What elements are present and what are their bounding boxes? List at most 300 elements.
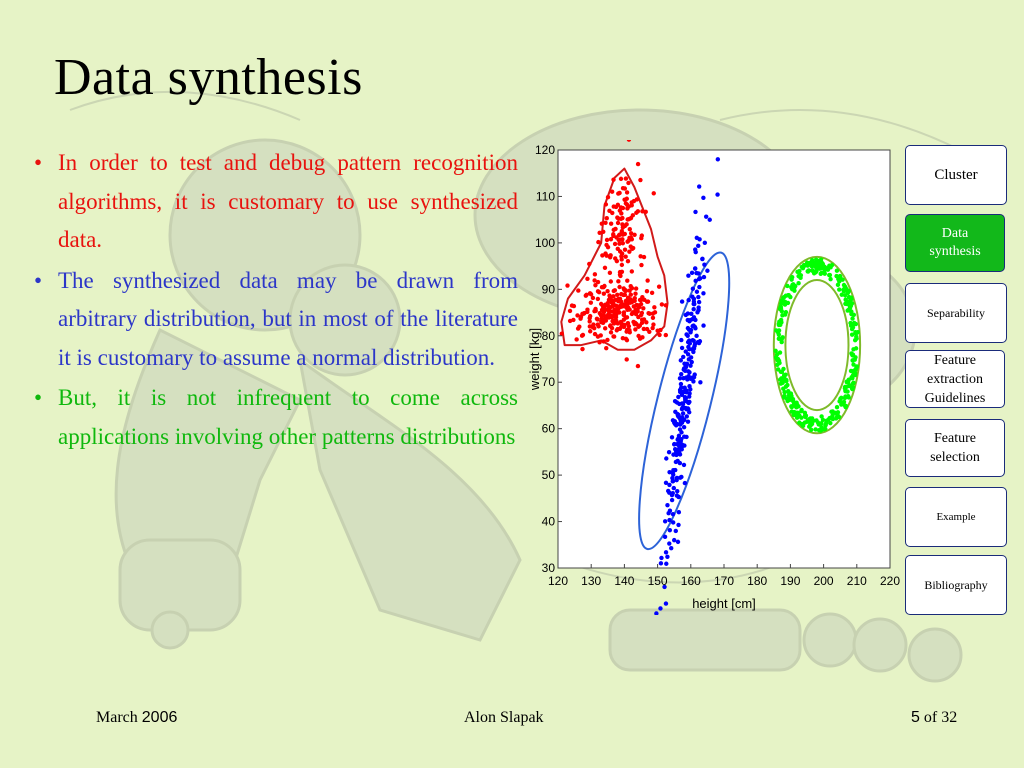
- red-point: [607, 209, 611, 213]
- blue-point: [673, 399, 677, 403]
- blue-point: [675, 412, 679, 416]
- red-point: [644, 210, 648, 214]
- blue-point: [692, 344, 696, 348]
- red-point: [635, 307, 639, 311]
- blue-point: [681, 411, 685, 415]
- red-point: [657, 284, 661, 288]
- red-point: [615, 306, 619, 310]
- red-point: [616, 217, 620, 221]
- red-point: [609, 300, 613, 304]
- y-tick-label: 90: [541, 282, 555, 297]
- red-point: [622, 303, 626, 307]
- green-point: [838, 397, 842, 401]
- nav-button-data-synthesis[interactable]: Data synthesis: [905, 214, 1005, 272]
- blue-point: [681, 355, 685, 359]
- red-point: [626, 305, 630, 309]
- red-point: [636, 162, 640, 166]
- blue-point: [674, 529, 678, 533]
- red-point: [615, 293, 619, 297]
- blue-point: [686, 419, 690, 423]
- red-point: [587, 319, 591, 323]
- red-point: [596, 289, 600, 293]
- bullet-text: In order to test and debug pattern recognition algorithms, it is customary to use synthesized data.: [58, 150, 518, 252]
- red-point: [633, 292, 637, 296]
- nav-button-example[interactable]: Example: [905, 487, 1007, 547]
- red-point: [614, 235, 618, 239]
- blue-point: [665, 555, 669, 559]
- blue-point: [687, 394, 691, 398]
- red-point: [606, 195, 610, 199]
- blue-point: [694, 250, 698, 254]
- red-point: [638, 337, 642, 341]
- green-point: [823, 271, 827, 275]
- red-point: [606, 304, 610, 308]
- red-point: [638, 254, 642, 258]
- red-point: [613, 298, 617, 302]
- red-point: [602, 291, 606, 295]
- green-point: [785, 284, 789, 288]
- green-point: [850, 301, 854, 305]
- red-point: [574, 337, 578, 341]
- blue-point: [696, 295, 700, 299]
- red-point: [613, 242, 617, 246]
- red-point: [593, 272, 597, 276]
- red-point: [599, 319, 603, 323]
- blue-point: [678, 452, 682, 456]
- blue-point: [691, 302, 695, 306]
- nav-button-feature-extraction-guidelines[interactable]: Feature extraction Guidelines: [905, 350, 1005, 408]
- scatter-chart: [525, 140, 910, 615]
- red-point: [601, 339, 605, 343]
- green-point: [790, 409, 794, 413]
- red-point: [652, 305, 656, 309]
- green-point: [842, 283, 846, 287]
- green-point: [853, 368, 857, 372]
- red-point: [636, 209, 640, 213]
- green-point: [794, 400, 798, 404]
- red-point: [624, 288, 628, 292]
- red-point: [560, 331, 564, 335]
- red-point: [619, 205, 623, 209]
- green-point: [786, 293, 790, 297]
- y-tick-label: 110: [535, 189, 555, 204]
- blue-point: [664, 550, 668, 554]
- x-tick-label: 150: [647, 574, 668, 588]
- blue-point: [659, 556, 663, 560]
- blue-point: [694, 334, 698, 338]
- blue-point: [672, 486, 676, 490]
- y-tick-label: 30: [541, 561, 555, 575]
- red-point: [618, 270, 622, 274]
- red-point: [631, 320, 635, 324]
- red-point: [652, 191, 656, 195]
- blue-point: [686, 326, 690, 330]
- green-point: [785, 383, 789, 387]
- green-point: [778, 350, 782, 354]
- red-point: [627, 236, 631, 240]
- blue-point: [672, 538, 676, 542]
- footer-month: March: [96, 709, 138, 726]
- green-point: [819, 428, 823, 432]
- red-point: [627, 328, 631, 332]
- green-point: [845, 308, 849, 312]
- red-point: [612, 334, 616, 338]
- blue-point: [693, 325, 697, 329]
- red-point: [620, 237, 624, 241]
- green-point: [849, 375, 853, 379]
- green-point: [796, 281, 800, 285]
- red-point: [621, 241, 625, 245]
- green-point: [845, 379, 849, 383]
- green-point: [800, 265, 804, 269]
- red-point: [627, 324, 631, 328]
- blue-point: [668, 509, 672, 513]
- green-point: [795, 414, 799, 418]
- green-point: [819, 266, 823, 270]
- green-point: [790, 405, 794, 409]
- red-point: [609, 221, 613, 225]
- red-point: [626, 181, 630, 185]
- red-point: [593, 307, 597, 311]
- red-point: [568, 309, 572, 313]
- green-point: [800, 423, 804, 427]
- red-point: [603, 221, 607, 225]
- blue-point: [687, 410, 691, 414]
- red-point: [617, 285, 621, 289]
- red-point: [591, 296, 595, 300]
- red-point: [610, 190, 614, 194]
- red-point: [628, 227, 632, 231]
- blue-point: [704, 214, 708, 218]
- red-point: [634, 312, 638, 316]
- blue-point: [676, 436, 680, 440]
- red-point: [612, 228, 616, 232]
- footer-date: [96, 709, 177, 727]
- green-point: [850, 358, 854, 362]
- red-point: [615, 327, 619, 331]
- green-point: [777, 322, 781, 326]
- green-point: [821, 262, 825, 266]
- red-point: [584, 293, 588, 297]
- green-point: [835, 405, 839, 409]
- green-point: [837, 287, 841, 291]
- blue-point: [705, 269, 709, 273]
- blue-point: [684, 332, 688, 336]
- blue-point: [664, 562, 668, 566]
- red-point: [593, 332, 597, 336]
- bullet-text: But, it is not infrequent to come across applications involving other patterns distributions: [58, 385, 518, 449]
- blue-point: [698, 380, 702, 384]
- blue-point: [690, 271, 694, 275]
- blue-point: [669, 546, 673, 550]
- blue-point: [696, 308, 700, 312]
- red-point: [585, 277, 589, 281]
- blue-point: [696, 244, 700, 248]
- blue-point: [697, 300, 701, 304]
- blue-point: [686, 340, 690, 344]
- red-point: [627, 288, 631, 292]
- green-point: [833, 411, 837, 415]
- blue-point: [670, 476, 674, 480]
- red-point: [623, 224, 627, 228]
- red-point: [600, 221, 604, 225]
- green-point: [808, 261, 812, 265]
- red-point: [587, 262, 591, 266]
- blue-point: [692, 315, 696, 319]
- blue-point: [676, 540, 680, 544]
- green-point: [840, 400, 844, 404]
- red-point: [604, 346, 608, 350]
- blue-point: [697, 184, 701, 188]
- red-point: [622, 197, 626, 201]
- red-point: [639, 263, 643, 267]
- blue-point: [671, 452, 675, 456]
- footer-page-total: of 32: [923, 709, 958, 726]
- nav-button-feature-selection[interactable]: Feature selection: [905, 419, 1005, 477]
- red-point: [641, 306, 645, 310]
- red-point: [565, 283, 569, 287]
- green-point: [776, 367, 780, 371]
- blue-point: [698, 339, 702, 343]
- green-point: [828, 277, 832, 281]
- red-point: [622, 292, 626, 296]
- blue-point: [667, 518, 671, 522]
- red-point: [603, 251, 607, 255]
- blue-point: [663, 519, 667, 523]
- green-point: [797, 269, 801, 273]
- blue-point: [688, 318, 692, 322]
- blue-point: [700, 257, 704, 261]
- nav-button-separability[interactable]: Separability: [905, 283, 1007, 343]
- green-point: [810, 269, 814, 273]
- y-tick-label: 120: [534, 143, 555, 157]
- blue-point: [683, 399, 687, 403]
- red-point: [645, 278, 649, 282]
- red-point: [625, 279, 629, 283]
- bullet-text: The synthesized data may be drawn from arbitrary distribution, but in most of the literature it is customary to assume a normal distribution.: [58, 267, 518, 370]
- blue-point: [670, 435, 674, 439]
- red-point: [609, 279, 613, 283]
- red-point: [619, 211, 623, 215]
- red-point: [616, 279, 620, 283]
- red-point: [610, 326, 614, 330]
- red-point: [655, 329, 659, 333]
- red-point: [611, 177, 615, 181]
- slide-title: Data synthesis: [54, 49, 363, 106]
- red-point: [616, 221, 620, 225]
- green-point: [815, 263, 819, 267]
- green-point: [824, 418, 828, 422]
- red-point: [597, 340, 601, 344]
- red-point: [604, 243, 608, 247]
- red-point: [602, 310, 606, 314]
- blue-point: [693, 210, 697, 214]
- green-point: [850, 386, 854, 390]
- green-point: [854, 322, 858, 326]
- blue-point: [693, 266, 697, 270]
- y-tick-label: 60: [541, 421, 555, 436]
- red-point: [664, 303, 668, 307]
- red-point: [640, 295, 644, 299]
- red-point: [639, 302, 643, 306]
- red-point: [585, 307, 589, 311]
- green-point: [786, 390, 790, 394]
- red-point: [570, 303, 574, 307]
- nav-button-bibliography[interactable]: Bibliography: [905, 555, 1007, 615]
- green-point: [779, 299, 783, 303]
- green-point: [851, 347, 855, 351]
- green-point: [850, 316, 854, 320]
- blue-point: [670, 498, 674, 502]
- green-point: [835, 269, 839, 273]
- blue-point: [679, 430, 683, 434]
- red-point: [630, 247, 634, 251]
- plot-area: [558, 150, 890, 568]
- green-point: [819, 272, 823, 276]
- bullet-item: [34, 262, 518, 378]
- blue-point: [682, 425, 686, 429]
- green-point: [847, 295, 851, 299]
- red-point: [596, 324, 600, 328]
- blue-point: [685, 390, 689, 394]
- red-point: [611, 232, 615, 236]
- red-point: [595, 317, 599, 321]
- x-tick-label: 200: [813, 574, 834, 588]
- green-point: [809, 422, 813, 426]
- green-point: [804, 413, 808, 417]
- red-point: [580, 347, 584, 351]
- y-tick-label: 50: [541, 468, 555, 483]
- blue-point: [701, 196, 705, 200]
- blue-point: [665, 503, 669, 507]
- nav-button-cluster[interactable]: Cluster: [905, 145, 1007, 205]
- red-point: [636, 325, 640, 329]
- red-point: [614, 205, 618, 209]
- blue-point: [686, 273, 690, 277]
- blue-point: [680, 447, 684, 451]
- blue-point: [687, 370, 691, 374]
- red-point: [604, 202, 608, 206]
- green-point: [799, 416, 803, 420]
- y-tick-label: 80: [541, 328, 555, 343]
- red-point: [631, 213, 635, 217]
- green-point: [796, 274, 800, 278]
- red-point: [608, 271, 612, 275]
- red-point: [644, 320, 648, 324]
- blue-point: [679, 372, 683, 376]
- blue-point: [675, 489, 679, 493]
- red-point: [608, 255, 612, 259]
- blue-point: [667, 541, 671, 545]
- red-point: [632, 233, 636, 237]
- red-point: [610, 319, 614, 323]
- red-point: [619, 177, 623, 181]
- red-point: [602, 284, 606, 288]
- red-point: [607, 293, 611, 297]
- green-point: [834, 274, 838, 278]
- blue-point: [663, 535, 667, 539]
- bullet-marker: •: [34, 385, 43, 410]
- green-point: [847, 395, 851, 399]
- green-point: [786, 301, 790, 305]
- blue-point: [689, 355, 693, 359]
- red-point: [611, 304, 615, 308]
- y-tick-label: 70: [541, 375, 555, 390]
- red-point: [602, 304, 606, 308]
- blue-point: [690, 375, 694, 379]
- red-point: [621, 186, 625, 190]
- red-point: [588, 324, 592, 328]
- red-point: [593, 283, 597, 287]
- red-point: [645, 327, 649, 331]
- blue-point: [716, 157, 720, 161]
- blue-point: [678, 376, 682, 380]
- bullet-item: [34, 144, 518, 260]
- red-point: [634, 303, 638, 307]
- blue-point: [703, 241, 707, 245]
- blue-point: [677, 495, 681, 499]
- y-tick-label: 40: [541, 514, 555, 529]
- red-point: [626, 259, 630, 263]
- red-point: [634, 286, 638, 290]
- green-point: [806, 269, 810, 273]
- blue-point: [708, 218, 712, 222]
- green-point: [814, 418, 818, 422]
- red-point: [588, 329, 592, 333]
- red-point: [576, 326, 580, 330]
- blue-point: [680, 415, 684, 419]
- red-point: [614, 319, 618, 323]
- blue-point: [702, 275, 706, 279]
- blue-point: [697, 277, 701, 281]
- red-point: [627, 140, 631, 142]
- green-point: [827, 263, 831, 267]
- blue-point: [686, 345, 690, 349]
- red-point: [568, 319, 572, 323]
- red-point: [603, 326, 607, 330]
- x-tick-label: 220: [879, 574, 901, 588]
- blue-point: [664, 481, 668, 485]
- blue-point: [680, 299, 684, 303]
- blue-point: [671, 468, 675, 472]
- blue-point: [684, 349, 688, 353]
- bullet-marker: •: [34, 267, 43, 293]
- red-point: [609, 237, 613, 241]
- green-point: [814, 269, 818, 273]
- red-point: [605, 289, 609, 293]
- red-point: [630, 299, 634, 303]
- green-point: [783, 373, 787, 377]
- blue-point: [695, 290, 699, 294]
- red-point: [620, 263, 624, 267]
- blue-point: [659, 561, 663, 565]
- red-point: [597, 231, 601, 235]
- blue-point: [658, 606, 662, 610]
- green-point: [856, 330, 860, 334]
- red-point: [618, 232, 622, 236]
- red-point: [651, 316, 655, 320]
- blue-point: [702, 262, 706, 266]
- blue-point: [676, 523, 680, 527]
- green-point: [774, 349, 778, 353]
- red-point: [612, 289, 616, 293]
- blue-point: [683, 481, 687, 485]
- green-point: [837, 415, 841, 419]
- blue-point: [666, 489, 670, 493]
- green-point: [774, 328, 778, 332]
- blue-point: [692, 339, 696, 343]
- x-axis-label: height [cm]: [692, 596, 756, 611]
